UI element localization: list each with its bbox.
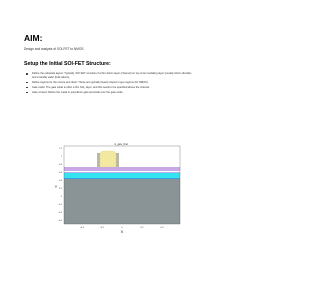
x-tick-label: 0.4: [160, 227, 164, 229]
bullet-substrate-layers: Define the substrate layers: Typically, SOI-FET consists of a thin silicon layer (channel) on top of an insulating layer (usually silicon dioxide) and a handle wafer (bulk silicon).: [24, 72, 196, 79]
figure-title: m_gate_final: [114, 143, 128, 146]
x-tick-label: -0.4: [80, 227, 84, 229]
buried-oxide-region: [64, 173, 180, 179]
y-tick-label: -0.2: [58, 204, 62, 206]
y-axis-label: Y: [54, 184, 58, 189]
y-tick-label: 1: [60, 156, 62, 158]
y-tick-label: 0: [60, 196, 62, 198]
soi-fet-structure-figure: [52, 142, 186, 234]
substrate-region: [64, 179, 180, 224]
y-tick-label: 0.6: [58, 172, 62, 174]
y-tick-label: 0.2: [58, 188, 62, 190]
x-tick-label: 0.2: [140, 227, 144, 229]
bullet-gate-oxide: Gate oxide: The gate oxide is often a thin SiO₂ layer, and this needs to be specified above the channel.: [24, 86, 196, 90]
aim-text: Design and analysis of SOI-FET to NMOS.: [24, 47, 85, 51]
y-tick-label: 0.8: [58, 164, 62, 166]
y-tick-label: -0.4: [58, 212, 62, 214]
gate-electrode: [100, 151, 116, 167]
y-tick-label: 1.2: [58, 148, 62, 150]
y-tick-label: 0.4: [58, 180, 62, 182]
y-axis: [58, 148, 63, 222]
y-tick-label: -0.6: [58, 220, 62, 222]
setup-heading: Setup the Initial SOI-FET Structure:: [24, 61, 111, 67]
aim-heading: AIM:: [24, 33, 43, 43]
channel-region: [64, 167, 180, 171]
bullet-gate-contact: Gate contact: Define the metal or polysilicon gate electrode over the gate oxide.: [24, 91, 196, 95]
x-tick-label: -0.2: [100, 227, 104, 229]
x-axis-label: X: [120, 229, 124, 234]
setup-bullet-list: [24, 72, 196, 96]
bullet-source-drain: Define regions for the source and drain: These are typically heavily doped n-type regions (for NMOS).: [24, 81, 196, 85]
x-tick-label: 0: [121, 227, 123, 229]
